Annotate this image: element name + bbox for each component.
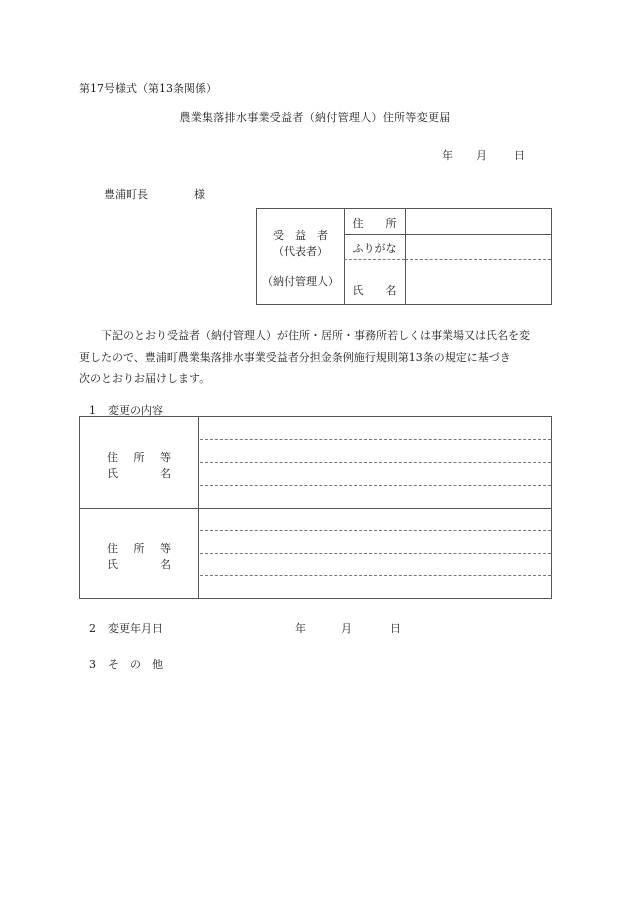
address-field[interactable] (405, 209, 551, 234)
entry-line[interactable] (200, 439, 551, 440)
applicant-label-cell (257, 209, 345, 304)
representative-label: （代表者） (273, 245, 328, 258)
name-field[interactable] (405, 260, 551, 304)
applicant-field-labels (344, 209, 406, 304)
section-number: 1 (89, 404, 96, 417)
label-char: 氏 (107, 558, 118, 571)
section-number: 2 (89, 622, 96, 635)
section-number: 3 (89, 658, 96, 671)
date-month: 月 (476, 149, 487, 162)
applicant-field-values (405, 209, 551, 304)
entry-line[interactable] (200, 553, 551, 554)
addressee (104, 186, 205, 202)
divider (344, 234, 405, 235)
furigana-field[interactable] (405, 235, 551, 259)
label-char: 住 (107, 451, 118, 464)
change-date-year: 年 (295, 622, 306, 635)
change-row-label (80, 508, 199, 599)
entry-line[interactable] (200, 462, 551, 463)
form-number: 第17号様式（第13条関係） (79, 82, 217, 95)
entry-line[interactable] (200, 485, 551, 486)
label-char: 等 (160, 451, 171, 464)
body-text (79, 325, 554, 390)
divider (80, 508, 551, 509)
section-label: そ の 他 (108, 658, 163, 671)
furigana-label: ふりがな (352, 242, 397, 255)
label-char: 所 (133, 451, 145, 464)
document-title: 農業集落排水事業受益者（納付管理人）住所等変更届 (179, 111, 451, 124)
payment-manager-label: （納付管理人） (262, 275, 339, 288)
date-day: 日 (514, 149, 525, 162)
label-char: 所 (133, 542, 145, 555)
change-date-day: 日 (390, 622, 401, 635)
label-char: 名 (160, 467, 171, 480)
name-label: 氏 名 (352, 284, 397, 297)
section-3-other (89, 656, 163, 672)
change-table (79, 416, 552, 599)
section-2-change-date (89, 620, 163, 636)
label-char: 住 (107, 542, 118, 555)
body-line: 次のとおりお届けします。 (79, 372, 211, 385)
divider (344, 259, 405, 260)
change-row-label (80, 417, 199, 508)
label-char: 等 (160, 542, 171, 555)
section-label: 変更年月日 (108, 622, 163, 635)
addressee-honorific: 様 (194, 188, 205, 201)
label-char: 名 (160, 558, 171, 571)
section-label: 変更の内容 (108, 404, 163, 417)
entry-line[interactable] (200, 575, 551, 576)
address-label: 住 所 (352, 217, 397, 230)
date-year: 年 (442, 149, 453, 162)
body-line: 更したので、豊浦町農業集落排水事業受益者分担金条例施行規則第13条の規定に基づき (79, 350, 511, 364)
beneficiary-label: 受 益 者 (273, 229, 328, 242)
body-line: 下記のとおり受益者（納付管理人）が住所・居所・事務所若しくは事業場又は氏名を変 (101, 329, 530, 342)
addressee-name: 豊浦町長 (104, 188, 148, 201)
label-char: 氏 (107, 467, 118, 480)
entry-line[interactable] (200, 530, 551, 531)
submission-date (442, 147, 525, 163)
change-date-month: 月 (341, 622, 352, 635)
applicant-table (256, 208, 552, 305)
